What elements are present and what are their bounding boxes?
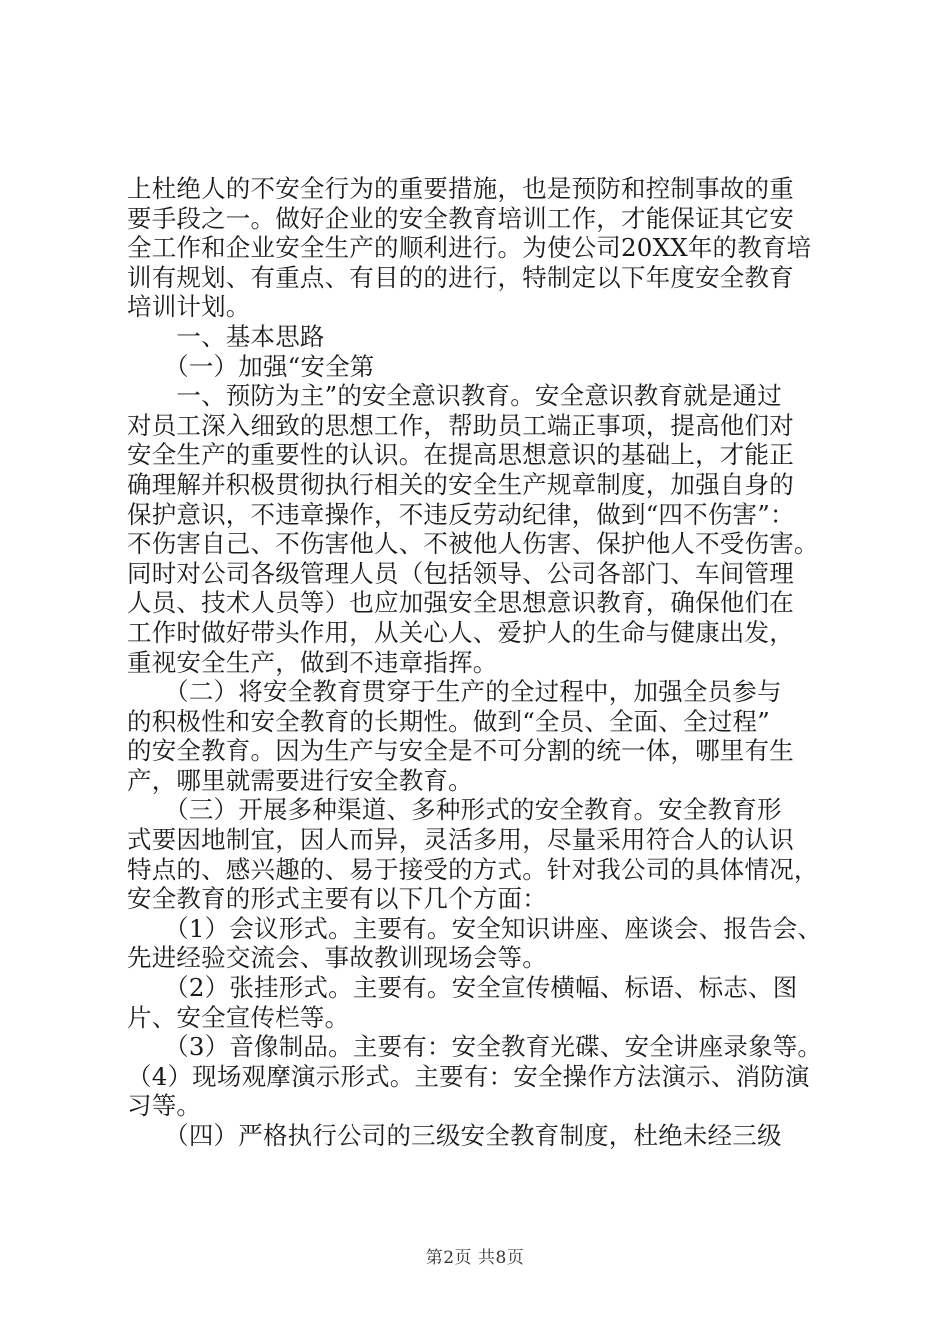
text-line: （三）开展多种渠道、多种形式的安全教育。安全教育形 (127, 795, 782, 825)
text-line: 的积极性和安全教育的长期性。做到“全员、全面、全过程” (127, 706, 770, 736)
text-line: 培训计划。 (127, 292, 251, 322)
text-line: 全工作和企业安全生产的顺利进行。为使公司20XX年的教育培 (127, 233, 812, 263)
text-line: 安全生产的重要性的认识。在提高思想意识的基础上，才能正 (127, 440, 794, 470)
text-line: 对员工深入细致的思想工作，帮助员工端正事项，提高他们对 (127, 410, 794, 440)
text-line: 不伤害自己、不伤害他人、不被他人伤害、保护他人不受伤害。 (127, 529, 819, 559)
section-heading: 一、基本思路 (127, 321, 325, 351)
text-line: 先进经验交流会、事故教训现场会等。 (127, 943, 547, 973)
text-line: 保护意识，不违章操作，不违反劳动纪律，做到“四不伤害”： (127, 499, 795, 529)
page-number-footer: 第2页 共8页 (425, 1248, 525, 1268)
text-line: （二）将安全教育贯穿于生产的全过程中，加强全员参与 (127, 677, 782, 707)
text-line: 工作时做好带头作用，从关心人、爱护人的生命与健康出发， (127, 617, 794, 647)
text-line: （四）严格执行公司的三级安全教育制度，杜绝未经三级 (127, 1121, 782, 1150)
subsection-heading: （一）加强“安全第 (127, 351, 375, 381)
text-line: 产，哪里就需要进行安全教育。 (127, 765, 473, 795)
text-line: 安全教育的形式主要有以下几个方面： (127, 884, 547, 914)
list-item: （1）会议形式。主要有。安全知识讲座、座谈会、报告会、 (127, 913, 823, 943)
list-item: （4）现场观摩演示形式。主要有：安全操作方法演示、消防演 (127, 1061, 810, 1091)
text-line: 确理解并积极贯彻执行相关的安全生产规章制度，加强自身的 (127, 469, 794, 499)
text-line: 习等。 (127, 1091, 202, 1121)
text-line: 训有规划、有重点、有目的的进行，特制定以下年度安全教育 (127, 262, 794, 292)
text-line: 重视安全生产，做到不违章指挥。 (127, 647, 498, 677)
text-line: 式要因地制宜，因人而异，灵活多用，尽量采用符合人的认识 (127, 825, 794, 855)
text-line: 同时对公司各级管理人员（包括领导、公司各部门、车间管理 (127, 558, 794, 588)
list-item: （2）张挂形式。主要有。安全宣传横幅、标语、标志、图 (127, 973, 798, 1003)
document-body (127, 174, 867, 1151)
text-line: 的安全教育。因为生产与安全是不可分割的统一体，哪里有生 (127, 736, 794, 766)
text-line: 片、安全宣传栏等。 (127, 1002, 350, 1032)
text-line: 特点的、感兴趣的、易于接受的方式。针对我公司的具体情况， (127, 854, 819, 884)
text-line: 人员、技术人员等）也应加强安全思想意识教育，确保他们在 (127, 588, 794, 618)
list-item: （3）音像制品。主要有：安全教育光碟、安全讲座录象等。 (127, 1032, 823, 1062)
text-line: 上杜绝人的不安全行为的重要措施，也是预防和控制事故的重 (127, 174, 794, 203)
text-line: 要手段之一。做好企业的安全教育培训工作，才能保证其它安 (127, 203, 794, 233)
text-line: 一、预防为主”的安全意识教育。安全意识教育就是通过 (127, 381, 782, 411)
